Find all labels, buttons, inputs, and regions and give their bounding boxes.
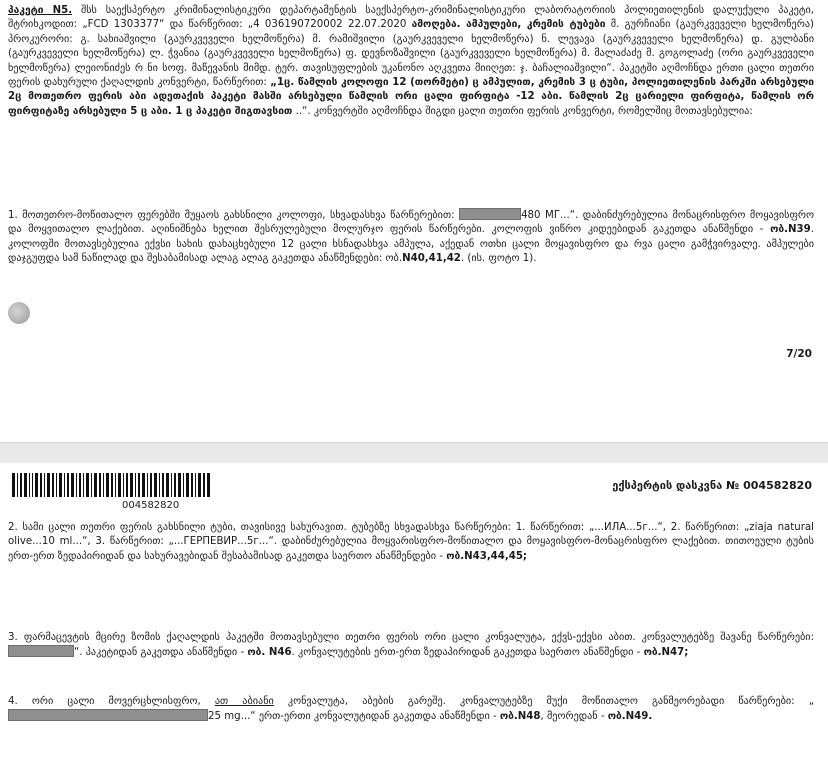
bold-span: N40,41,42 xyxy=(402,253,461,265)
text-span: შსს საექსპერტო კრიმინალისტიკური დეპარტამენტის საექსპერტო-კრიმინალისტიკური ლაბორატორიის პოლიეთილენის დალუქული პაკეტი, შტრიხკოდით: „FCD 1303377“ და წარწერით: „4 036190720002 22.07.2020 xyxy=(8,5,815,31)
text-span: კონვალუტა, აბების გარეშე. კონვალუტებზე მუქი მოწითალო განმეორებადი წარწერები: „ xyxy=(273,696,814,707)
text-span: 2. სამი ცალი თეთრი ფერის გახსნილი ტუბი, თავისივე სახურავით. ტუბებზე სხვადასხვა წარწერები: 1. წარწერით: „...ИЛА...5г...“, 2. წარწერით: „ziaja natural olive...10 ml...“, 3. წარწერით: „...ГЕРПЕВИР...5г...“. დაბინძურებულია მოყვარისფრო-მოწითალო და მოყავისფრო-მონაცრისფრო ლაქებით. თითოეული ტუბის ერთ-ერთ ზედაპირიდან და სახურავებიდან შესაბამისად გაკეთდა საერთო ანაწმენდები - xyxy=(8,522,814,562)
redaction-block xyxy=(459,208,521,220)
barcode-number: 004582820 xyxy=(122,500,180,511)
text-span: მ. გურჩიანი (გაურკვეველი ხელმოწერა) პროკურორი: გ. სახიაშვილი (გაურკვეველი ხელმოწერა) მ. რამიშვილი (გაურკვეველი ხელმოწერა) ნ. ლევავა (გაურკვეველი ხელმოწერა) დ. გულბანი (გაურკვეველი ხელმოწერა) ლ. ჭვანია (გაურკვეველი ხელმოწერა) ფ. დევნოზაშვილი (გაურკვეველი ხელმოწერა) მ. მალაძაძე მ. გოგოლაძე (ორი გაურკვეველი ხელმოწერა) ლეიონიძეს რ ნი სოფ. მაწევანის მიმდ. ტერ. თავისუფლების უკანონო აღკვეთა მიიღეთ: ჯ. ბაჩალიაშვილი“. პაკეტში აღმოჩნდა ერთი ცალი თეთრი ფერის დახურული ქაღალდის კონვერტი, წარწერით: xyxy=(8,19,814,89)
bold-span: ობ. N46 xyxy=(247,647,292,659)
page-separator xyxy=(0,442,828,464)
bold-span: ობ.N47; xyxy=(643,647,689,659)
page-number: 7/20 xyxy=(786,348,812,360)
document-page-lower xyxy=(0,463,828,765)
bold-span: ამოღება. ამპულები, კრემის ტუბები xyxy=(411,19,606,31)
barcode xyxy=(12,473,312,497)
item-3-paragraph xyxy=(8,631,814,661)
item-2-paragraph xyxy=(8,521,814,564)
redaction-block xyxy=(8,645,74,657)
stamp-seal xyxy=(8,302,30,324)
text-span: 4. ორი ცალი მოვერცხლისფრო, xyxy=(8,696,215,707)
text-span: 25 mg...“ ერთ-ერთი კონვალუტიდან გაკეთდა ანაწმენდი - xyxy=(208,711,500,723)
bold-span: ობ.N49. xyxy=(607,711,653,723)
item-4-paragraph xyxy=(8,695,814,725)
text-span: 1. მოთეთრო-მოწითალო ფერებში მუყაოს გახსნილი კოლოფი, სხვადასხვა წარწერებით: xyxy=(8,210,460,221)
redaction-block xyxy=(8,709,208,721)
text-span: . (ის. ფოტო 1). xyxy=(460,253,537,265)
bold-span: ობ.N43,44,45; xyxy=(446,550,527,562)
text-span: ..“. კონვერტში აღმოჩნდა შიგდი ცალი თეთრი ფერის კონვერტი, რომელშიც მოთავსებულია: xyxy=(292,105,753,117)
bold-span: ობ.N48 xyxy=(499,711,541,723)
underlined-span: ათ აბიანი xyxy=(214,696,274,707)
bold-span: „1ც. წამლის კოლოფი 12 (თორმეტი) ც ამპულით, კრემის 3 ც ტუბი, პოლიეთილენის პარკში არსებული 2ც მოთეთრო ფერის აბი ადეთაქის პაკეტი მასში არსებული წამლის ორი ცალი ფირფიტა -12 აბი. წამლის 2ც ცარიელი ფირფიტა, წამლის ორ ფირფიტაზე არსებული 5 ც აბი. 1 ც პაკეტი შიგთავსით xyxy=(8,77,814,117)
package-5-paragraph xyxy=(8,4,814,119)
item-1-paragraph xyxy=(8,208,814,267)
text-span: , მეორედან - xyxy=(540,711,608,723)
bold-span: ობ.N39 xyxy=(770,224,811,236)
package-heading: პაკეტი N5. xyxy=(8,5,73,16)
text-span: 3. ფარმაცევტის მცირე ზომის ქაღალდის პაკეტში მოთავსებული თეთრი ფერის ორი ცალი კონვალუტა, ექვს-ექვსი აბით. კონვალუტებზე შავანე წარწერები: xyxy=(8,632,814,643)
text-span: “. პაკეტიდან გაკეთდა ანაწმენდი - xyxy=(74,647,248,659)
document-title: ექსპერტის დასკვნა № 004582820 xyxy=(612,479,812,492)
text-span: . კონვალუტების ერთ-ერთ ზედაპირიდან გაკეთდა საერთო ანაწმენდი - xyxy=(291,647,644,659)
text-span: 480 МГ...“. დაბინძურებულია მონაცრისფრო მოყავისფრო და მოყვითალო ლაქებით. აღინიშნება ხელით შესრულებული მოლურჯო ფერის წარწერები. კოლოფის ვიწრო კიდეებიდან გაკეთდა ანაწმენდი - xyxy=(8,210,815,236)
text-span: . კოლოფში მოთავსებულია ექვსი სახის დახაცხებული 12 ცალი ხსნადასხვა ამპულა, აქედან ოთხი ცალი მოყავისფრო და რვა ცალი გამჭვირვალე. ამპულები დაჯგუფდა სამ ნაწილად და შესაბამისად ალაგ ალაგ გაკეთდა ანაწმენდები: ობ. xyxy=(8,224,814,265)
